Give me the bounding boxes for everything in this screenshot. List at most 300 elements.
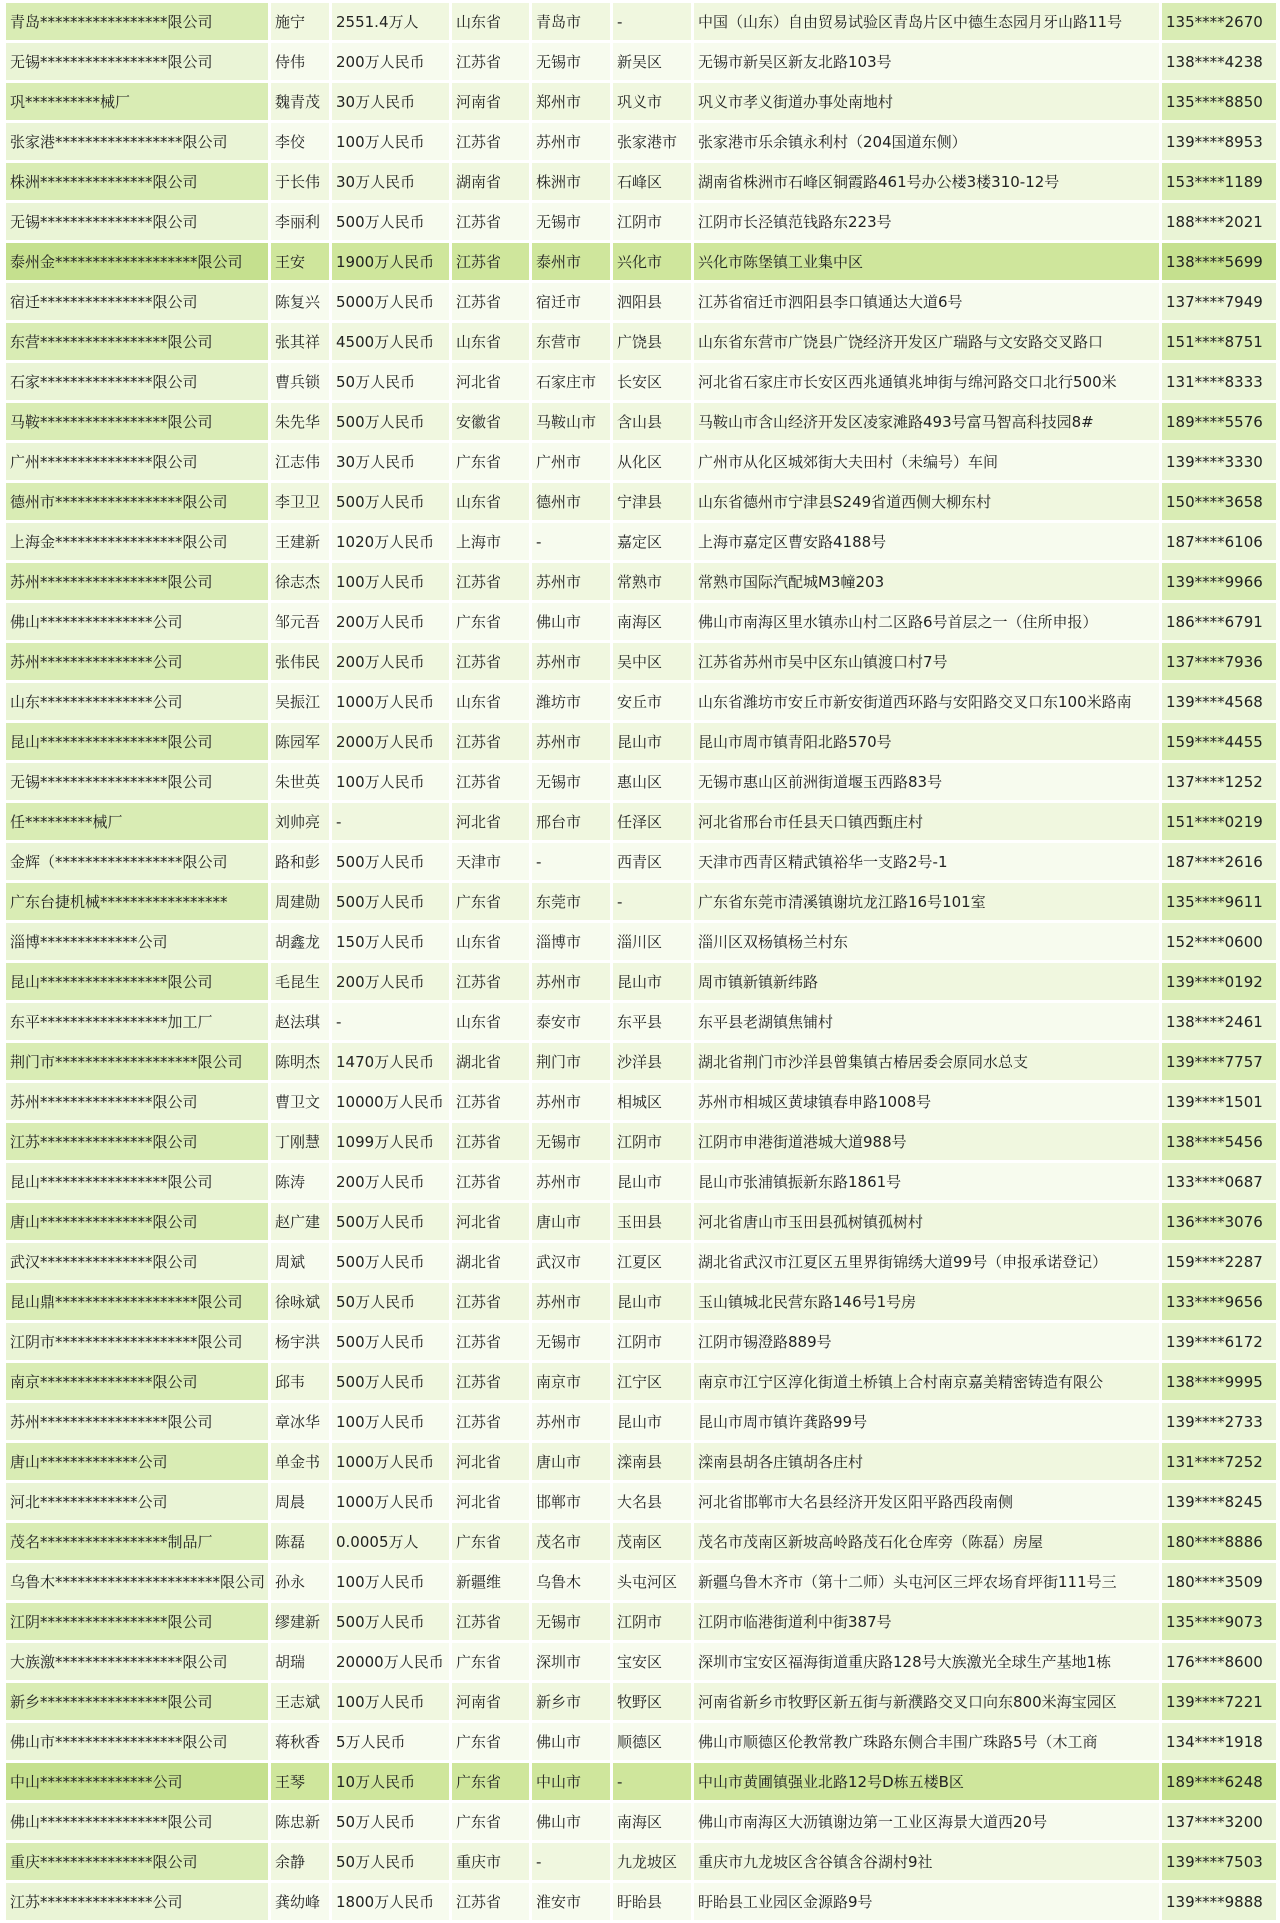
registered-capital-cell: 50万人民币 [332,1843,449,1880]
address-cell: 广州市从化区城郊街大夫田村（未编号）车间 [694,443,1159,480]
table-row [6,963,1276,1000]
company-name-cell: 荆门市*******************限公司 [6,1043,268,1080]
company-name-cell: 武汉***************限公司 [6,1243,268,1280]
legal-person-cell: 龚幼峰 [271,1883,329,1920]
city-cell: 苏州市 [532,1163,610,1200]
phone-cell: 151****8751 [1162,323,1276,360]
phone-cell: 139****7221 [1162,1683,1276,1720]
city-cell: 苏州市 [532,1283,610,1320]
city-cell: 宿迁市 [532,283,610,320]
company-name-cell: 昆山*****************限公司 [6,1163,268,1200]
city-cell: 株洲市 [532,163,610,200]
province-cell: 江苏省 [452,1083,529,1120]
city-cell: 苏州市 [532,1083,610,1120]
legal-person-cell: 于长伟 [271,163,329,200]
district-cell: - [613,1763,691,1800]
city-cell: 苏州市 [532,123,610,160]
province-cell: 广东省 [452,1723,529,1760]
city-cell: 泰州市 [532,243,610,280]
city-cell: 无锡市 [532,43,610,80]
address-cell: 无锡市新吴区新友北路103号 [694,43,1159,80]
province-cell: 天津市 [452,843,529,880]
address-cell: 湖北省荆门市沙洋县曾集镇古椿居委会原同水总支 [694,1043,1159,1080]
phone-cell: 138****5456 [1162,1123,1276,1160]
legal-person-cell: 章冰华 [271,1403,329,1440]
registered-capital-cell: 1470万人民币 [332,1043,449,1080]
province-cell: 山东省 [452,3,529,40]
table-row [6,283,1276,320]
company-name-cell: 重庆***************限公司 [6,1843,268,1880]
district-cell: 茂南区 [613,1523,691,1560]
province-cell: 江苏省 [452,283,529,320]
province-cell: 江苏省 [452,763,529,800]
phone-cell: 180****3509 [1162,1563,1276,1600]
phone-cell: 139****0192 [1162,963,1276,1000]
province-cell: 湖北省 [452,1043,529,1080]
phone-cell: 138****2461 [1162,1003,1276,1040]
company-name-cell: 昆山*****************限公司 [6,723,268,760]
phone-cell: 131****8333 [1162,363,1276,400]
company-name-cell: 宿迁***************限公司 [6,283,268,320]
phone-cell: 139****4568 [1162,683,1276,720]
address-cell: 盱眙县工业园区金源路9号 [694,1883,1159,1920]
registered-capital-cell: 100万人民币 [332,563,449,600]
city-cell: 郑州市 [532,83,610,120]
legal-person-cell: 朱世英 [271,763,329,800]
phone-cell: 137****7949 [1162,283,1276,320]
table-row [6,523,1276,560]
phone-cell: 189****6248 [1162,1763,1276,1800]
registered-capital-cell: 500万人民币 [332,1243,449,1280]
district-cell: 江阴市 [613,1123,691,1160]
district-cell: 昆山市 [613,1403,691,1440]
province-cell: 江苏省 [452,1363,529,1400]
company-name-cell: 东营*****************限公司 [6,323,268,360]
legal-person-cell: 王建新 [271,523,329,560]
registered-capital-cell: - [332,1003,449,1040]
city-cell: 马鞍山市 [532,403,610,440]
address-cell: 湖北省武汉市江夏区五里界街锦绣大道99号（申报承诺登记） [694,1243,1159,1280]
district-cell: 新吴区 [613,43,691,80]
city-cell: 东营市 [532,323,610,360]
registered-capital-cell: 500万人民币 [332,843,449,880]
district-cell: 任泽区 [613,803,691,840]
table-row [6,1843,1276,1880]
registered-capital-cell: 10万人民币 [332,1763,449,1800]
legal-person-cell: 陈涛 [271,1163,329,1200]
company-name-cell: 佛山***************公司 [6,603,268,640]
province-cell: 河南省 [452,83,529,120]
phone-cell: 139****9888 [1162,1883,1276,1920]
district-cell: 江阴市 [613,203,691,240]
address-cell: 河北省石家庄市长安区西兆通镇兆坤街与绵河路交口北行500米 [694,363,1159,400]
province-cell: 安徽省 [452,403,529,440]
province-cell: 山东省 [452,683,529,720]
phone-cell: 187****2616 [1162,843,1276,880]
district-cell: 昆山市 [613,1283,691,1320]
district-cell: 宁津县 [613,483,691,520]
address-cell: 茂名市茂南区新坡高岭路茂石化仓库旁（陈磊）房屋 [694,1523,1159,1560]
table-row [6,483,1276,520]
address-cell: 河南省新乡市牧野区新五街与新濮路交叉口向东800米海宝园区 [694,1683,1159,1720]
district-cell: 大名县 [613,1483,691,1520]
registered-capital-cell: 2000万人民币 [332,723,449,760]
phone-cell: 159****2287 [1162,1243,1276,1280]
legal-person-cell: 曹兵锁 [271,363,329,400]
company-name-cell: 巩**********械厂 [6,83,268,120]
district-cell: 昆山市 [613,1163,691,1200]
address-cell: 山东省潍坊市安丘市新安街道西环路与安阳路交叉口东100米路南 [694,683,1159,720]
district-cell: 玉田县 [613,1203,691,1240]
province-cell: 上海市 [452,523,529,560]
address-cell: 河北省唐山市玉田县孤树镇孤树村 [694,1203,1159,1240]
province-cell: 广东省 [452,603,529,640]
registered-capital-cell: 1000万人民币 [332,683,449,720]
address-cell: 马鞍山市含山经济开发区凌家滩路493号富马智高科技园8# [694,403,1159,440]
city-cell: 苏州市 [532,1403,610,1440]
table-row [6,1123,1276,1160]
company-name-cell: 茂名*****************制品厂 [6,1523,268,1560]
legal-person-cell: 孙永 [271,1563,329,1600]
company-name-cell: 株洲***************限公司 [6,163,268,200]
address-cell: 江苏省宿迁市泗阳县李口镇通达大道6号 [694,283,1159,320]
address-cell: 中国（山东）自由贸易试验区青岛片区中德生态园月牙山路11号 [694,3,1159,40]
registered-capital-cell: 200万人民币 [332,43,449,80]
legal-person-cell: 施宁 [271,3,329,40]
province-cell: 广东省 [452,443,529,480]
district-cell: 宝安区 [613,1643,691,1680]
district-cell: 相城区 [613,1083,691,1120]
city-cell: 唐山市 [532,1443,610,1480]
phone-cell: 138****4238 [1162,43,1276,80]
table-row [6,123,1276,160]
legal-person-cell: 胡鑫龙 [271,923,329,960]
registered-capital-cell: 500万人民币 [332,1363,449,1400]
company-name-cell: 中山***************公司 [6,1763,268,1800]
phone-cell: 135****9073 [1162,1603,1276,1640]
registered-capital-cell: 500万人民币 [332,1323,449,1360]
table-row [6,1603,1276,1640]
registered-capital-cell: 100万人民币 [332,763,449,800]
province-cell: 江苏省 [452,203,529,240]
registered-capital-cell: 2551.4万人 [332,3,449,40]
registered-capital-cell: 500万人民币 [332,483,449,520]
province-cell: 广东省 [452,1803,529,1840]
city-cell: 无锡市 [532,1323,610,1360]
district-cell: 兴化市 [613,243,691,280]
phone-cell: 152****0600 [1162,923,1276,960]
city-cell: - [532,523,610,560]
address-cell: 昆山市周市镇许龚路99号 [694,1403,1159,1440]
registered-capital-cell: 100万人民币 [332,123,449,160]
registered-capital-cell: 500万人民币 [332,1203,449,1240]
district-cell: 南海区 [613,603,691,640]
city-cell: 新乡市 [532,1683,610,1720]
district-cell: 江宁区 [613,1363,691,1400]
table-row [6,1483,1276,1520]
province-cell: 江苏省 [452,1323,529,1360]
phone-cell: 139****7757 [1162,1043,1276,1080]
city-cell: 无锡市 [532,203,610,240]
table-row [6,1403,1276,1440]
province-cell: 河北省 [452,1483,529,1520]
city-cell: 淮安市 [532,1883,610,1920]
district-cell: 江阴市 [613,1323,691,1360]
company-name-cell: 南京***************限公司 [6,1363,268,1400]
address-cell: 深圳市宝安区福海街道重庆路128号大族激光全球生产基地1栋 [694,1643,1159,1680]
city-cell: 武汉市 [532,1243,610,1280]
phone-cell: 139****9966 [1162,563,1276,600]
phone-cell: 135****8850 [1162,83,1276,120]
province-cell: 江苏省 [452,1283,529,1320]
registered-capital-cell: 200万人民币 [332,963,449,1000]
legal-person-cell: 陈复兴 [271,283,329,320]
district-cell: 沙洋县 [613,1043,691,1080]
phone-cell: 139****6172 [1162,1323,1276,1360]
table-row [6,603,1276,640]
table-row [6,1283,1276,1320]
legal-person-cell: 陈磊 [271,1523,329,1560]
address-cell: 昆山市张浦镇振新东路1861号 [694,1163,1159,1200]
registered-capital-cell: 4500万人民币 [332,323,449,360]
legal-person-cell: 吴振江 [271,683,329,720]
company-name-cell: 泰州金*******************限公司 [6,243,268,280]
legal-person-cell: 赵法琪 [271,1003,329,1040]
legal-person-cell: 江志伟 [271,443,329,480]
address-cell: 昆山市周市镇青阳北路570号 [694,723,1159,760]
district-cell: 顺德区 [613,1723,691,1760]
address-cell: 兴化市陈堡镇工业集中区 [694,243,1159,280]
company-name-cell: 任*********械厂 [6,803,268,840]
address-cell: 广东省东莞市清溪镇谢坑龙江路16号101室 [694,883,1159,920]
legal-person-cell: 刘帅亮 [271,803,329,840]
district-cell: 淄川区 [613,923,691,960]
address-cell: 上海市嘉定区曹安路4188号 [694,523,1159,560]
district-cell: 盱眙县 [613,1883,691,1920]
company-name-cell: 东平*****************加工厂 [6,1003,268,1040]
district-cell: 广饶县 [613,323,691,360]
address-cell: 淄川区双杨镇杨兰村东 [694,923,1159,960]
district-cell: - [613,883,691,920]
registered-capital-cell: 5万人民币 [332,1723,449,1760]
province-cell: 江苏省 [452,1883,529,1920]
district-cell: 长安区 [613,363,691,400]
company-name-cell: 无锡*****************限公司 [6,763,268,800]
registered-capital-cell: - [332,803,449,840]
company-name-cell: 石家***************限公司 [6,363,268,400]
company-name-cell: 唐山*************公司 [6,1443,268,1480]
legal-person-cell: 周建勋 [271,883,329,920]
table-row [6,723,1276,760]
address-cell: 周市镇新镇新纬路 [694,963,1159,1000]
company-name-cell: 无锡*****************限公司 [6,43,268,80]
province-cell: 河北省 [452,1203,529,1240]
registered-capital-cell: 500万人民币 [332,403,449,440]
table-row [6,1083,1276,1120]
city-cell: 潍坊市 [532,683,610,720]
company-name-cell: 广州***************限公司 [6,443,268,480]
registered-capital-cell: 30万人民币 [332,443,449,480]
table-row [6,1443,1276,1480]
province-cell: 湖南省 [452,163,529,200]
district-cell: 巩义市 [613,83,691,120]
phone-cell: 135****2670 [1162,3,1276,40]
phone-cell: 134****1918 [1162,1723,1276,1760]
city-cell: 淄博市 [532,923,610,960]
district-cell: 从化区 [613,443,691,480]
district-cell: 头屯河区 [613,1563,691,1600]
company-name-cell: 新乡*****************限公司 [6,1683,268,1720]
address-cell: 河北省邢台市任县天口镇西甄庄村 [694,803,1159,840]
address-cell: 佛山市顺德区伦教常教广珠路东侧合丰围广珠路5号（木工商 [694,1723,1159,1760]
province-cell: 江苏省 [452,643,529,680]
legal-person-cell: 徐咏斌 [271,1283,329,1320]
legal-person-cell: 张其祥 [271,323,329,360]
city-cell: 无锡市 [532,1603,610,1640]
registered-capital-cell: 20000万人民币 [332,1643,449,1680]
table-row [6,43,1276,80]
city-cell: 邯郸市 [532,1483,610,1520]
province-cell: 山东省 [452,1003,529,1040]
phone-cell: 139****8245 [1162,1483,1276,1520]
city-cell: 无锡市 [532,1123,610,1160]
address-cell: 江阴市锡澄路889号 [694,1323,1159,1360]
province-cell: 江苏省 [452,243,529,280]
phone-cell: 176****8600 [1162,1643,1276,1680]
province-cell: 江苏省 [452,123,529,160]
registered-capital-cell: 10000万人民币 [332,1083,449,1120]
registered-capital-cell: 50万人民币 [332,363,449,400]
legal-person-cell: 周晨 [271,1483,329,1520]
phone-cell: 139****3330 [1162,443,1276,480]
company-name-cell: 河北*************公司 [6,1483,268,1520]
district-cell: 南海区 [613,1803,691,1840]
address-cell: 重庆市九龙坡区含谷镇含谷湖村9社 [694,1843,1159,1880]
phone-cell: 153****1189 [1162,163,1276,200]
company-name-cell: 淄博*************公司 [6,923,268,960]
company-name-cell: 苏州***************公司 [6,643,268,680]
company-name-cell: 苏州*****************限公司 [6,1403,268,1440]
table-row [6,3,1276,40]
company-name-cell: 佛山市*****************限公司 [6,1723,268,1760]
table-row [6,1203,1276,1240]
table-row [6,1243,1276,1280]
province-cell: 湖北省 [452,1243,529,1280]
district-cell: 西青区 [613,843,691,880]
table-row [6,1323,1276,1360]
district-cell: 安丘市 [613,683,691,720]
table-row [6,203,1276,240]
legal-person-cell: 邹元吾 [271,603,329,640]
address-cell: 玉山镇城北民营东路146号1号房 [694,1283,1159,1320]
legal-person-cell: 周斌 [271,1243,329,1280]
province-cell: 江苏省 [452,1403,529,1440]
table-row [6,1763,1276,1800]
city-cell: 石家庄市 [532,363,610,400]
legal-person-cell: 徐志杰 [271,563,329,600]
city-cell: 无锡市 [532,763,610,800]
phone-cell: 159****4455 [1162,723,1276,760]
province-cell: 山东省 [452,483,529,520]
phone-cell: 186****6791 [1162,603,1276,640]
address-cell: 山东省德州市宁津县S249省道西侧大柳东村 [694,483,1159,520]
legal-person-cell: 朱先华 [271,403,329,440]
registered-capital-cell: 500万人民币 [332,1603,449,1640]
province-cell: 江苏省 [452,1603,529,1640]
phone-cell: 151****0219 [1162,803,1276,840]
legal-person-cell: 蒋秋香 [271,1723,329,1760]
city-cell: 苏州市 [532,723,610,760]
district-cell: 九龙坡区 [613,1843,691,1880]
legal-person-cell: 王志斌 [271,1683,329,1720]
company-name-cell: 德州市*****************限公司 [6,483,268,520]
company-name-cell: 江苏***************公司 [6,1883,268,1920]
registered-capital-cell: 150万人民币 [332,923,449,960]
company-name-cell: 江阴*****************限公司 [6,1603,268,1640]
city-cell: 佛山市 [532,603,610,640]
legal-person-cell: 赵广建 [271,1203,329,1240]
address-cell: 江苏省苏州市吴中区东山镇渡口村7号 [694,643,1159,680]
phone-cell: 135****9611 [1162,883,1276,920]
registered-capital-cell: 200万人民币 [332,1163,449,1200]
registered-capital-cell: 1000万人民币 [332,1443,449,1480]
district-cell: 石峰区 [613,163,691,200]
city-cell: 佛山市 [532,1803,610,1840]
province-cell: 广东省 [452,1523,529,1560]
address-cell: 江阴市申港街道港城大道988号 [694,1123,1159,1160]
table-row [6,923,1276,960]
province-cell: 江苏省 [452,1163,529,1200]
table-row [6,763,1276,800]
district-cell: 常熟市 [613,563,691,600]
phone-cell: 139****1501 [1162,1083,1276,1120]
city-cell: 东莞市 [532,883,610,920]
address-cell: 天津市西青区精武镇裕华一支路2号-1 [694,843,1159,880]
table-row [6,83,1276,120]
province-cell: 江苏省 [452,563,529,600]
province-cell: 河南省 [452,1683,529,1720]
table-row [6,1163,1276,1200]
registered-capital-cell: 1900万人民币 [332,243,449,280]
address-cell: 湖南省株洲市石峰区铜霞路461号办公楼3楼310-12号 [694,163,1159,200]
table-row [6,243,1276,280]
legal-person-cell: 胡瑞 [271,1643,329,1680]
registered-capital-cell: 30万人民币 [332,163,449,200]
legal-person-cell: 陈忠新 [271,1803,329,1840]
province-cell: 河北省 [452,803,529,840]
company-name-cell: 江阴市*******************限公司 [6,1323,268,1360]
table-row [6,803,1276,840]
phone-cell: 180****8886 [1162,1523,1276,1560]
city-cell: 广州市 [532,443,610,480]
company-table [3,0,1279,1923]
table-row [6,363,1276,400]
district-cell: 昆山市 [613,723,691,760]
table-row [6,323,1276,360]
phone-cell: 139****8953 [1162,123,1276,160]
district-cell: 江夏区 [613,1243,691,1280]
company-name-cell: 金辉（*****************限公司 [6,843,268,880]
address-cell: 佛山市南海区大沥镇谢边第一工业区海景大道西20号 [694,1803,1159,1840]
district-cell: 昆山市 [613,963,691,1000]
phone-cell: 137****1252 [1162,763,1276,800]
district-cell: - [613,3,691,40]
address-cell: 东平县老湖镇焦铺村 [694,1003,1159,1040]
province-cell: 河北省 [452,1443,529,1480]
address-cell: 江阴市长泾镇范钱路东223号 [694,203,1159,240]
table-row [6,1003,1276,1040]
registered-capital-cell: 50万人民币 [332,1283,449,1320]
